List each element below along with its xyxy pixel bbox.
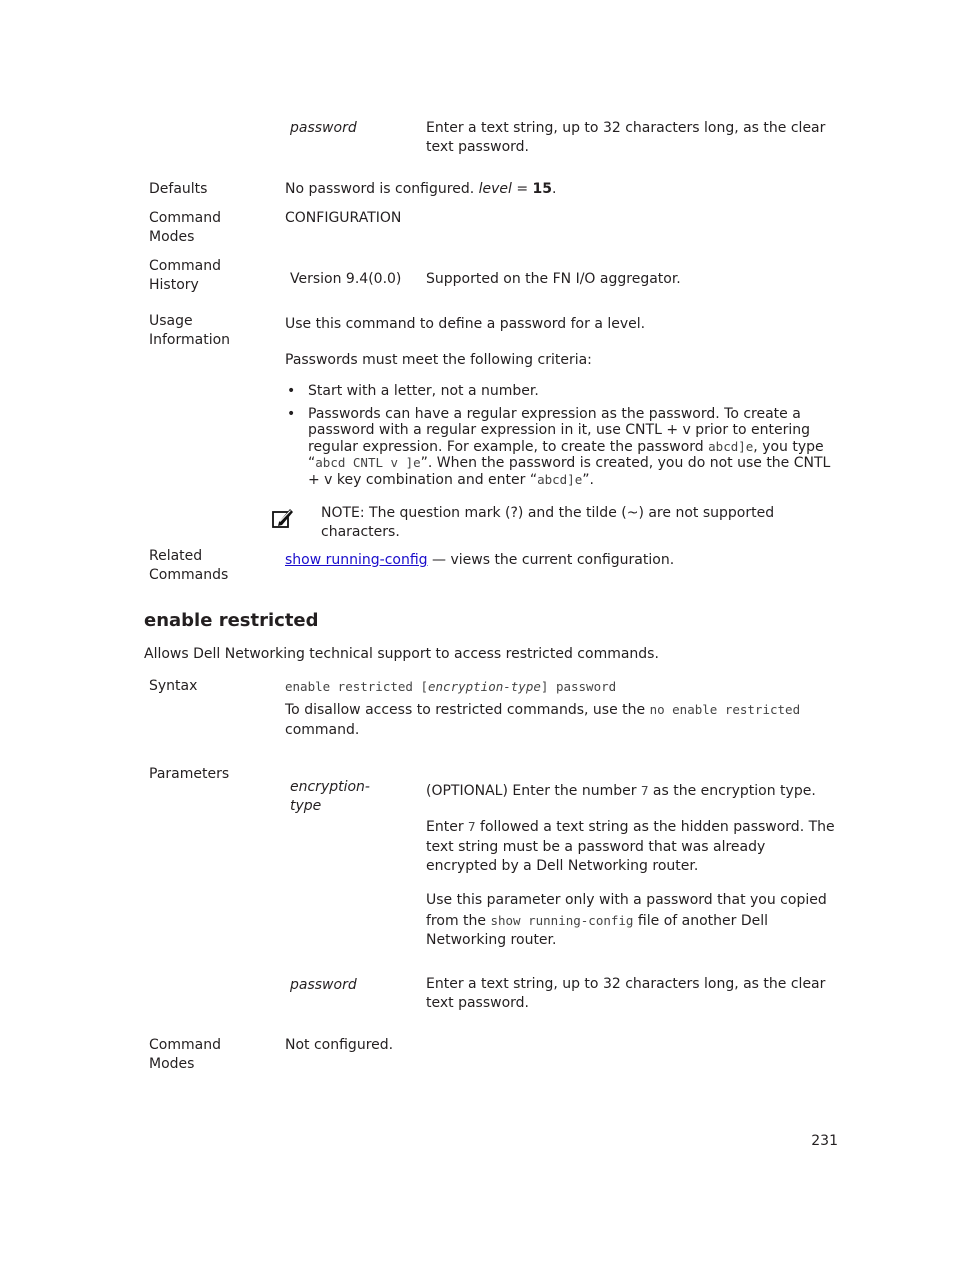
- related-entry: show running-config — views the current configuration.: [285, 552, 675, 568]
- command-modes2-value: Not configured.: [285, 1037, 394, 1053]
- command-modes-value: CONFIGURATION: [285, 210, 402, 226]
- related-label: Related Commands: [149, 548, 229, 583]
- param-name-password-2: password: [290, 977, 357, 993]
- note-text: NOTE: The question mark (?) and the tilde (~) are not supported characters.: [321, 505, 775, 540]
- param-desc-password-2: Enter a text string, up to 32 characters long, as the clear text password.: [426, 976, 826, 1011]
- defaults-text: No password is configured. level = 15.: [285, 181, 557, 197]
- syntax-code: enable restricted [encryption-type] password: [285, 679, 617, 694]
- page-number: 231: [811, 1133, 838, 1149]
- history-desc: Supported on the FN I/O aggregator.: [426, 271, 681, 287]
- param-desc-encryption-2: Enter 7 followed a text string as the hidden password. The text string must be a password that was already encrypted by a Dell Networking router.: [426, 819, 835, 874]
- syntax-disallow-text: To disallow access to restricted commands, use the no enable restricted command.: [285, 702, 801, 738]
- syntax-label: Syntax: [149, 678, 198, 694]
- section-title: enable restricted: [144, 610, 319, 631]
- param-desc-encryption-1: (OPTIONAL) Enter the number 7 as the encryption type.: [426, 783, 816, 799]
- history-version: Version 9.4(0.0): [290, 271, 402, 287]
- command-history-label: Command History: [149, 258, 221, 293]
- criteria-item: • Start with a letter, not a number.: [287, 383, 539, 399]
- param-name-password: password: [290, 120, 357, 136]
- section-intro: Allows Dell Networking technical support to access restricted commands.: [144, 646, 659, 662]
- usage-label: Usage Information: [149, 313, 231, 348]
- command-modes-label: Command Modes: [149, 210, 221, 245]
- param-name-encryption-type: encryption- type: [290, 779, 370, 814]
- param-desc-encryption-3: Use this parameter only with a password that you copied from the show running-config file of another Dell Networking router.: [426, 892, 827, 948]
- criteria-list: [285, 383, 835, 488]
- parameters-label: Parameters: [149, 766, 230, 782]
- command-modes2-label: Command Modes: [149, 1037, 221, 1072]
- criteria-item: • Passwords can have a regular expression as the password. To create a password with a regular expression in it, use CNTL + v prior to entering regular expression. For example, to create the password abcd]e, you type “abcd CNTL v ]e”. When the password is created, you do not use the CNTL + v key combination and enter “abcd]e”.: [287, 405, 831, 488]
- pencil-note-icon: [271, 506, 295, 530]
- show-running-config-link[interactable]: show running-config: [285, 552, 428, 568]
- usage-para2: Passwords must meet the following criteria:: [285, 352, 592, 368]
- usage-para1: Use this command to define a password for a level.: [285, 316, 646, 332]
- defaults-label: Defaults: [149, 181, 208, 197]
- param-desc-password: Enter a text string, up to 32 characters long, as the clear text password.: [426, 120, 826, 155]
